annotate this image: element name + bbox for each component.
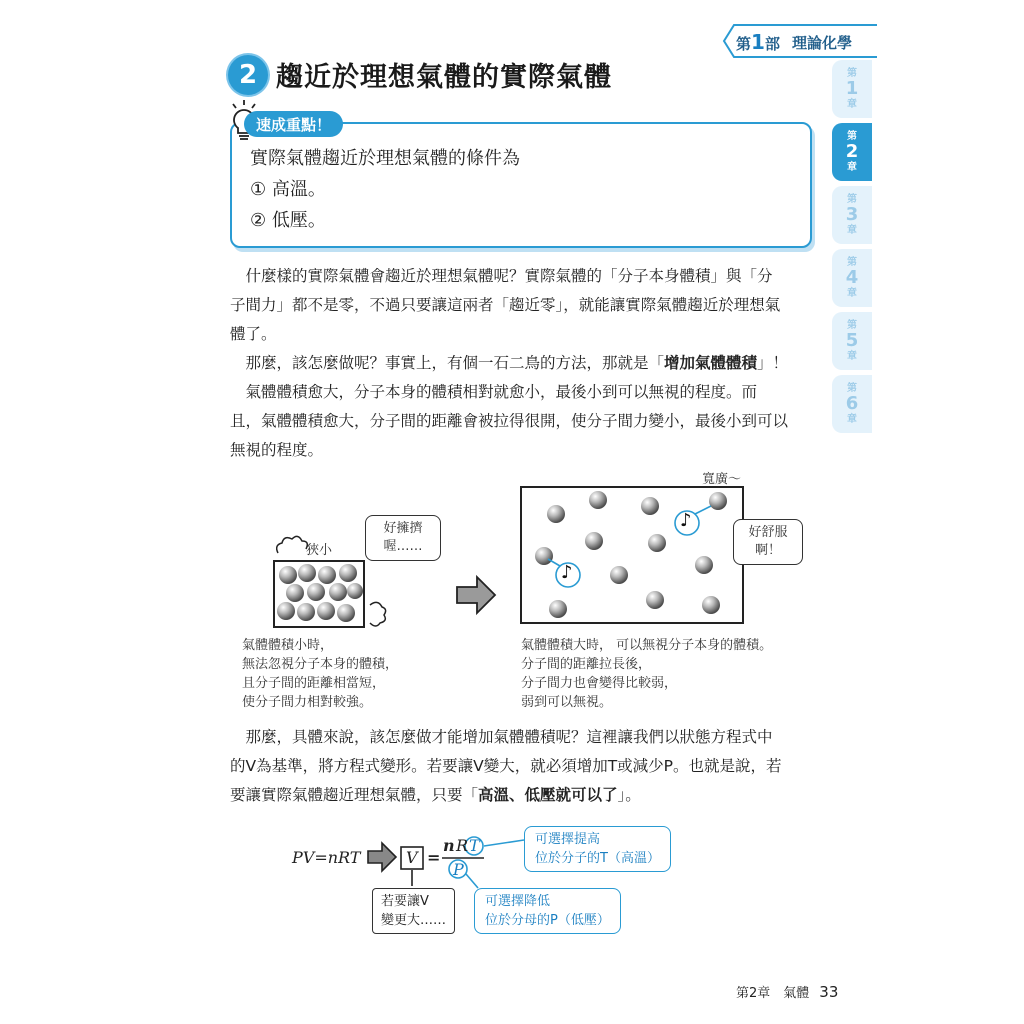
chapter-tab-1[interactable]: 第 1 章	[832, 60, 872, 118]
large-box-label: 寬廣～	[702, 472, 742, 487]
paragraph-line: 無視的程度。	[230, 441, 324, 459]
numerator-r: R	[456, 836, 469, 855]
large-volume-caption: 氣體體積大時， 可以無視分子本身的體積。 分子間的距離拉長後， 分子間力也會變得比較弱， 弱到可以無視。	[521, 638, 773, 710]
steam-puff-icon	[277, 536, 308, 553]
page-footer	[736, 982, 838, 1001]
paragraph-line: 什麼樣的實際氣體會趨近於理想氣體呢？實際氣體的「分子本身體積」與「分	[245, 267, 773, 285]
page-number: 33	[819, 983, 839, 1001]
emphasis-text: 高溫、低壓就可以了	[478, 786, 618, 804]
numerator-n: n	[443, 836, 455, 855]
paragraph-line: 要讓實際氣體趨近理想氣體，只要「高溫、低壓就可以了」。	[230, 786, 641, 804]
chapter-tab-4[interactable]: 第 4 章	[832, 249, 872, 307]
speech-bubble-crowded: 好擁擠 喔……	[365, 515, 441, 561]
paragraph-line: 那麼，具體來說，該怎麼做才能增加氣體體積呢？這裡讓我們以狀態方程式中	[245, 728, 773, 746]
speech-bubble-comfortable: 好舒服 啊！	[733, 519, 803, 565]
key-point-label: 速成重點！	[244, 111, 343, 137]
callout-raise-temperature: 可選擇提高 位於分子的T（高溫）	[524, 826, 671, 872]
key-point-line: ① 高溫。	[250, 179, 326, 200]
footer-chapter: 第2章 氣體	[736, 986, 810, 1001]
chapter-tabs	[832, 60, 872, 438]
key-point-line: ② 低壓。	[250, 210, 326, 231]
small-box-label: 狹小	[306, 543, 333, 558]
music-note-icon: ♪	[680, 510, 692, 531]
steam-puff-icon	[370, 602, 386, 626]
ideal-gas-equation: PV=nRT	[292, 848, 361, 867]
callout-increase-volume: 若要讓V 變更大……	[372, 888, 455, 934]
right-arrow-icon	[368, 843, 396, 871]
chapter-tab-6[interactable]: 第 6 章	[832, 375, 872, 433]
chapter-tab-3[interactable]: 第 3 章	[832, 186, 872, 244]
chapter-tab-2[interactable]: 第 2 章	[832, 123, 872, 181]
emphasis-text: 增加氣體體積	[664, 354, 758, 372]
paragraph-line: 且，氣體體積愈大，分子間的距離會被拉得很開，使分子間力變小，最後小到可以	[230, 412, 789, 430]
paragraph-line: 那麼，該怎麼做呢？事實上，有個一石二鳥的方法，那就是「增加氣體體積」！	[245, 354, 789, 372]
paragraph-line: 子間力」都不是零，不過只要讓這兩者「趨近零」，就能讓實際氣體趨近於理想氣	[230, 296, 781, 314]
paragraph-line: 的V為基準，將方程式變形。若要讓V變大，就必須增加T或減少P。也就是說，若	[230, 757, 782, 775]
paragraph	[230, 723, 816, 810]
paragraph	[230, 262, 816, 465]
section-title: 趨近於理想氣體的實際氣體	[276, 62, 612, 93]
equals-sign: =	[427, 848, 441, 867]
boxed-v: V	[406, 848, 418, 867]
callout-lower-pressure: 可選擇降低 位於分母的P（低壓）	[474, 888, 621, 934]
key-point-line: 實際氣體趨近於理想氣體的條件為	[250, 148, 520, 169]
denominator-p: P	[453, 860, 464, 879]
part-name: 理論化學	[791, 33, 852, 52]
part-number: 第1部	[736, 30, 780, 54]
crowded-molecules	[277, 564, 363, 622]
numerator-t: T	[469, 836, 480, 855]
paragraph-line: 氣體體積愈大，分子本身的體積相對就愈小，最後小到可以無視的程度。而	[245, 383, 758, 401]
paragraph-line: 體了。	[230, 325, 277, 343]
chapter-tab-5[interactable]: 第 5 章	[832, 312, 872, 370]
right-arrow-icon	[457, 577, 495, 613]
section-number-badge: 2	[228, 55, 268, 95]
part-tag	[736, 27, 852, 57]
small-volume-caption: 氣體體積小時， 無法忽視分子本身的體積， 且分子間的距離相當短， 使分子間力相對較強。	[242, 638, 399, 710]
music-note-icon: ♪	[561, 562, 573, 583]
